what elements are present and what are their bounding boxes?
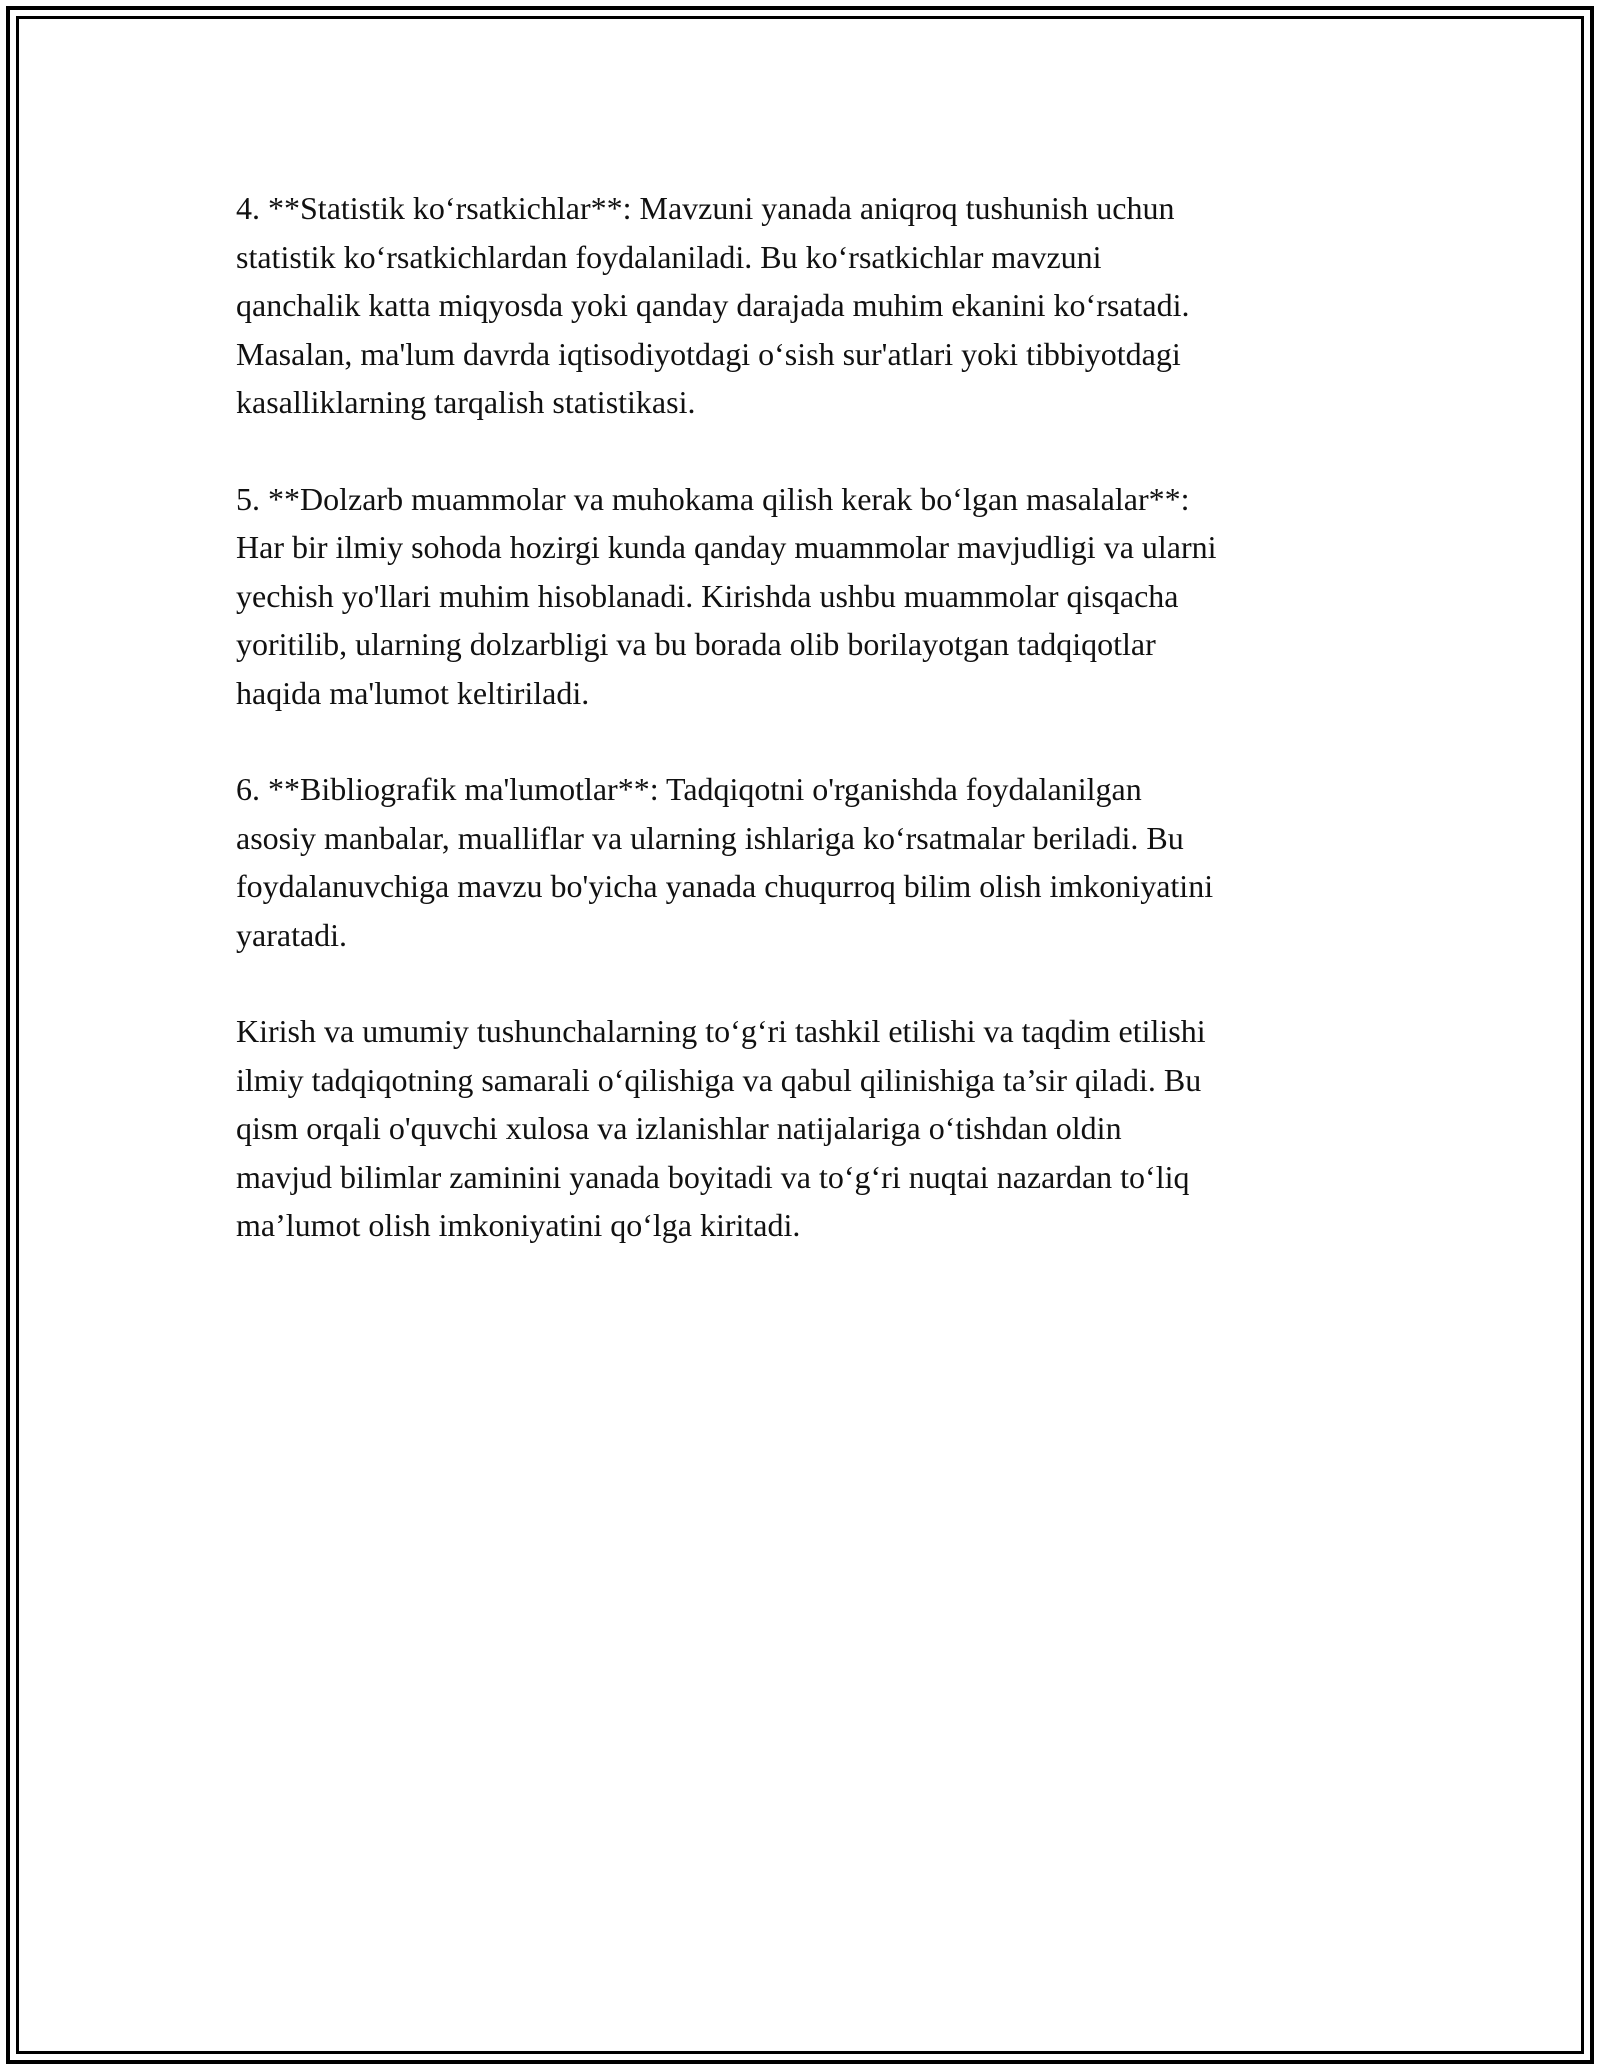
text-line: yaratadi. [236, 916, 348, 953]
text-line: qism orqali o'quvchi xulosa va izlanishlar natijalariga o‘tishdan oldin [236, 1110, 1122, 1146]
text-line: Kirish va umumiy tushunchalarning to‘g‘ri tashkil etilishi va taqdim etilishi [236, 1013, 1206, 1049]
text-line: ilmiy tadqiqotning samarali o‘qilishiga va qabul qilinishiga ta’sir qiladi. Bu [236, 1061, 1202, 1098]
text-line: 6. **Bibliografik ma'lumotlar**: Tadqiqotni o'rganishda foydalanilgan [236, 771, 1142, 807]
text-line: statistik ko‘rsatkichlardan foydalaniladi. Bu ko‘rsatkichlar mavzuni [236, 238, 1102, 275]
text-line: mavjud bilimlar zaminini yanada boyitadi va to‘g‘ri nuqtai nazardan to‘liq [236, 1158, 1190, 1195]
text-line: 4. **Statistik ko‘rsatkichlar**: Mavzuni yanada aniqroq tushunish uchun [236, 190, 1175, 226]
paragraph-conclusion [236, 1007, 1386, 1250]
text-line: 5. **Dolzarb muammolar va muhokama qilish kerak bo‘lgan masalalar**: [236, 480, 1190, 517]
text-line: Har bir ilmiy sohoda hozirgi kunda qanday muammolar mavjudligi va ularni [236, 529, 1217, 565]
text-line: foydalanuvchiga mavzu bo'yicha yanada chuqurroq bilim olish imkoniyatini [236, 868, 1214, 904]
paragraph-bibliographic-data [236, 765, 1386, 959]
text-line: asosiy manbalar, mualliflar va ularning ishlariga ko‘rsatmalar beriladi. Bu [236, 819, 1184, 856]
text-line: Masalan, ma'lum davrda iqtisodiyotdagi o‘sish sur'atlari yoki tibbiyotdagi [236, 335, 1181, 372]
paragraph-statistical-indicators [236, 184, 1386, 427]
paragraph-current-problems [236, 475, 1386, 718]
text-line: yoritilib, ularning dolzarbligi va bu borada olib borilayotgan tadqiqotlar [236, 626, 1156, 662]
text-line: ma’lumot olish imkoniyatini qo‘lga kiritadi. [236, 1207, 801, 1243]
text-line: qanchalik katta miqyosda yoki qanday darajada muhim ekanini ko‘rsatadi. [236, 287, 1190, 323]
text-line: yechish yo'llari muhim hisoblanadi. Kirishda ushbu muammolar qisqacha [236, 577, 1179, 614]
text-line: kasalliklarning tarqalish statistikasi. [236, 384, 696, 420]
document-body [236, 184, 1386, 1298]
text-line: haqida ma'lumot keltiriladi. [236, 674, 590, 711]
